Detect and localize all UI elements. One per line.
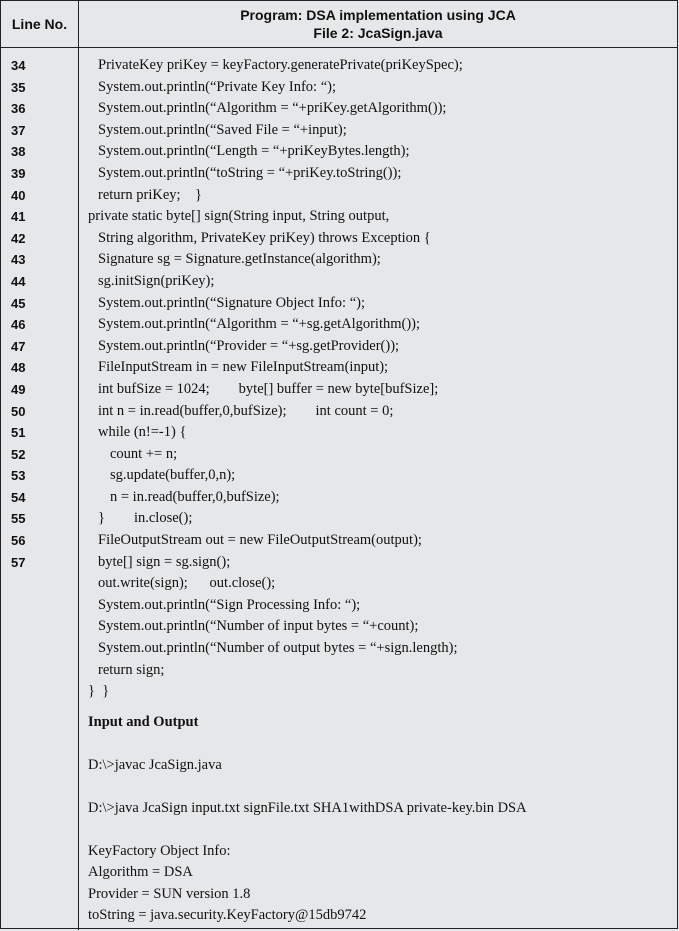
code-line: } in.close(); bbox=[98, 510, 193, 527]
line-number: 51 bbox=[11, 425, 26, 441]
column-divider bbox=[78, 1, 79, 930]
line-number: 35 bbox=[11, 79, 26, 95]
line-number: 48 bbox=[11, 360, 26, 376]
line-number: 37 bbox=[11, 122, 26, 138]
code-line: System.out.println(“Signature Object Info: “); bbox=[98, 294, 365, 311]
code-line: System.out.println(“Saved File = “+input); bbox=[98, 121, 347, 138]
io-command-run: D:\>java JcaSign input.txt signFile.txt SHA1withDSA private-key.bin DSA bbox=[88, 799, 527, 816]
code-line: sg.initSign(priKey); bbox=[98, 272, 215, 289]
code-line: System.out.println(“Private Key Info: “); bbox=[98, 78, 336, 95]
line-number: 47 bbox=[11, 338, 26, 354]
line-number: 34 bbox=[11, 58, 26, 73]
program-header bbox=[79, 1, 677, 47]
input-output-section bbox=[88, 711, 673, 927]
code-line: n = in.read(buffer,0,bufSize); bbox=[110, 488, 280, 505]
code-line: System.out.println(“Provider = “+sg.getProvider()); bbox=[98, 337, 400, 354]
io-output-line: Algorithm = DSA bbox=[88, 864, 193, 880]
code-line: int n = in.read(buffer,0,bufSize); int count = 0; bbox=[98, 402, 394, 419]
line-number: 40 bbox=[11, 187, 26, 203]
file-title: File 2: JcaSign.java bbox=[313, 25, 443, 41]
line-number: 46 bbox=[11, 317, 26, 333]
line-number: 53 bbox=[11, 468, 26, 484]
code-line: while (n!=-1) { bbox=[98, 424, 187, 441]
program-title: Program: DSA implementation using JCA bbox=[240, 7, 516, 23]
code-line: FileOutputStream out = new FileOutputStream(output); bbox=[98, 532, 422, 549]
line-number: 55 bbox=[11, 511, 26, 527]
io-command-compile: D:\>javac JcaSign.java bbox=[88, 756, 222, 773]
code-line: count += n; bbox=[110, 445, 178, 462]
line-number: 42 bbox=[11, 230, 26, 246]
code-line: System.out.println(“Number of input bytes = “+count); bbox=[98, 618, 419, 635]
code-line: System.out.println(“toString = “+priKey.toString()); bbox=[98, 164, 402, 181]
code-line: System.out.println(“Sign Processing Info: “); bbox=[98, 596, 361, 613]
line-number: 39 bbox=[11, 165, 26, 181]
code-line: System.out.println(“Length = “+priKeyBytes.length); bbox=[98, 143, 410, 160]
line-number: 44 bbox=[11, 273, 26, 289]
line-number: 54 bbox=[11, 489, 26, 505]
code-line: PrivateKey priKey = keyFactory.generatePrivate(priKeySpec); bbox=[98, 57, 463, 73]
line-number: 57 bbox=[11, 554, 26, 570]
code-line: String algorithm, PrivateKey priKey) throws Exception { bbox=[98, 229, 431, 246]
io-output-line: Provider = SUN version 1.8 bbox=[88, 885, 251, 902]
line-number-column bbox=[1, 55, 78, 573]
line-number: 41 bbox=[11, 209, 26, 225]
code-line: return priKey; } bbox=[98, 186, 202, 203]
line-number: 45 bbox=[11, 295, 26, 311]
code-line: int bufSize = 1024; byte[] buffer = new byte[bufSize]; bbox=[98, 380, 439, 397]
line-number: 50 bbox=[11, 403, 26, 419]
code-line: private static byte[] sign(String input, String output, bbox=[88, 208, 390, 225]
line-number: 38 bbox=[11, 144, 26, 160]
code-line: System.out.println(“Algorithm = “+priKey.getAlgorithm()); bbox=[98, 100, 447, 117]
code-line: FileInputStream in = new FileInputStream(input); bbox=[98, 359, 389, 376]
table-header bbox=[1, 1, 677, 48]
line-no-header: Line No. bbox=[11, 16, 68, 32]
line-number: 52 bbox=[11, 446, 26, 462]
io-output-line: toString = java.security.KeyFactory@15db9742 bbox=[88, 907, 367, 923]
io-output-line: KeyFactory Object Info: bbox=[88, 842, 231, 859]
code-column bbox=[88, 55, 673, 703]
code-line: return sign; bbox=[98, 661, 165, 678]
code-line: System.out.println(“Number of output bytes = “+sign.length); bbox=[98, 640, 458, 657]
code-line: out.write(sign); out.close(); bbox=[98, 575, 276, 592]
code-line: sg.update(buffer,0,n); bbox=[110, 467, 236, 484]
code-line: Signature sg = Signature.getInstance(algorithm); bbox=[98, 251, 381, 268]
code-line: byte[] sign = sg.sign(); bbox=[98, 553, 231, 570]
line-number: 36 bbox=[11, 101, 26, 117]
code-line: } } bbox=[88, 683, 110, 700]
code-line: System.out.println(“Algorithm = “+sg.getAlgorithm()); bbox=[98, 316, 421, 333]
line-number: 56 bbox=[11, 533, 26, 549]
line-number: 49 bbox=[11, 381, 26, 397]
line-number: 43 bbox=[11, 252, 26, 268]
io-title: Input and Output bbox=[88, 714, 199, 730]
